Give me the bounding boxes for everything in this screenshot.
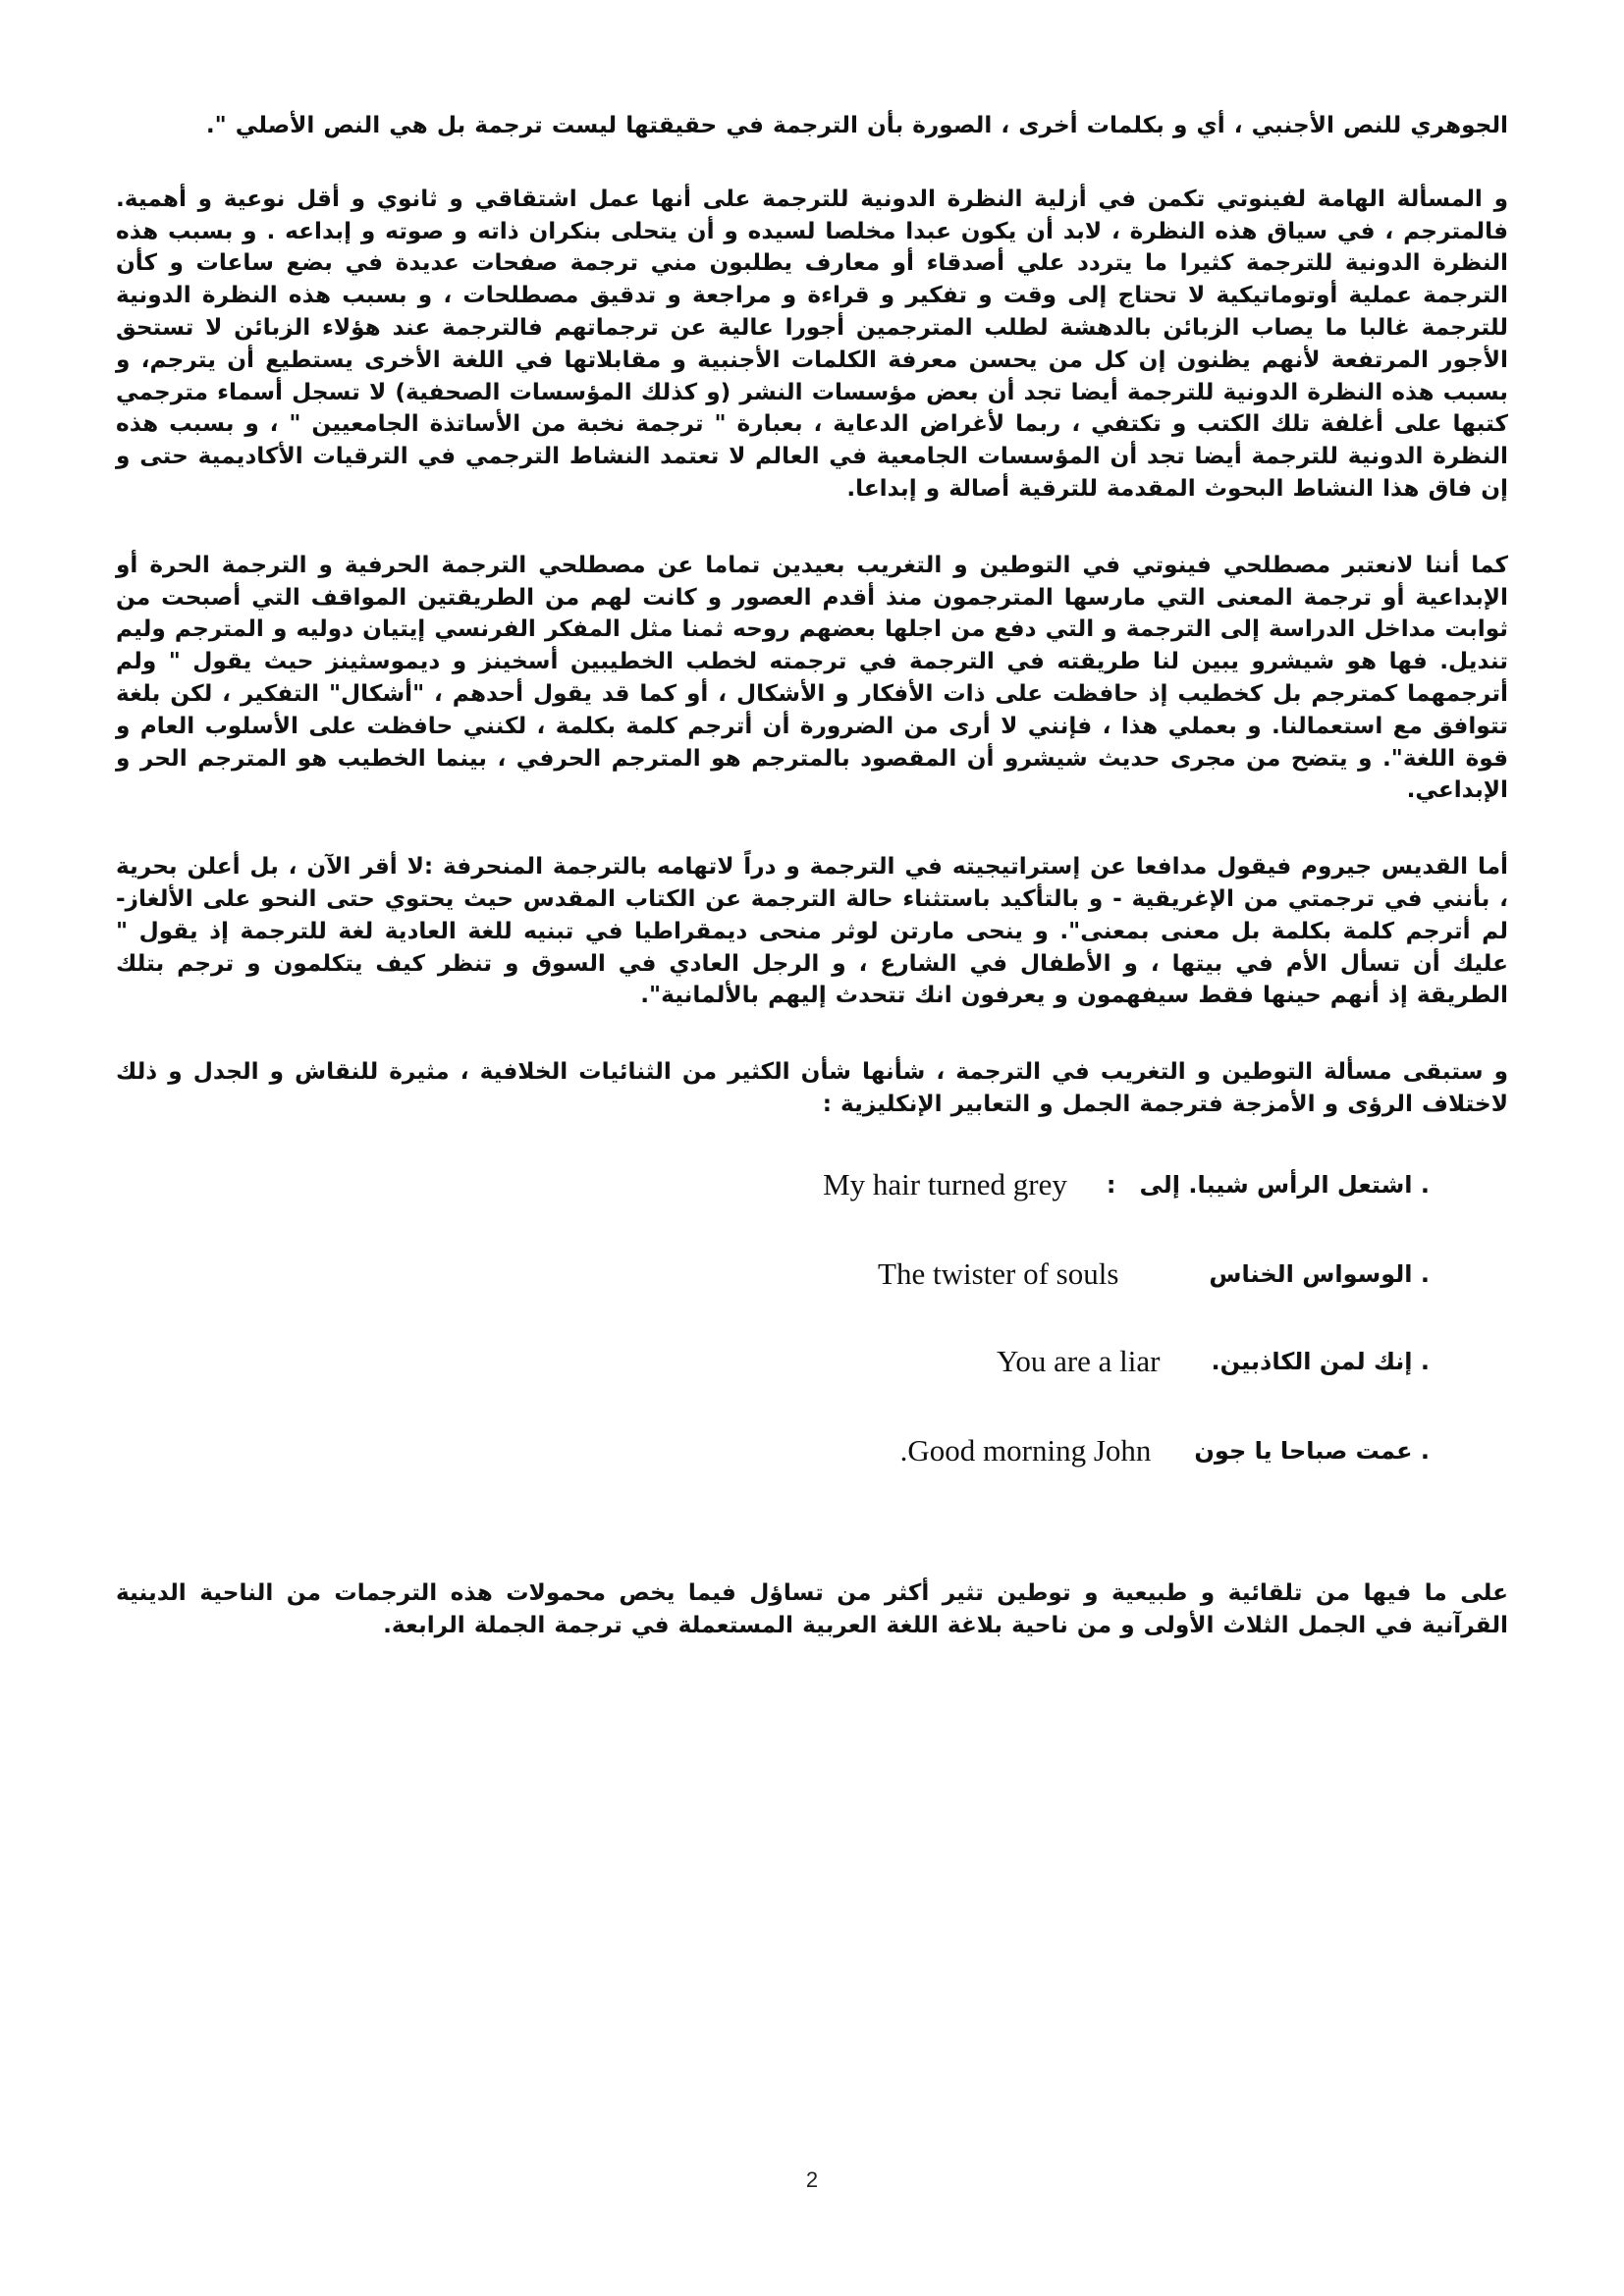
page-number: 2 — [805, 2167, 819, 2192]
example-english: .Good morning John — [899, 1432, 1152, 1468]
example-row-2 — [878, 1255, 1430, 1294]
paragraph-jerome-luther: أما القديس جيروم فيقول مدافعا عن إستراتيجيته في الترجمة و دراً لاتهامه بالترجمة المنحرفة :لا أقر الآن ، بل أعلن بحرية ، بأنني في ترجمتي من الإغريقية - و بالتأكيد باستثناء حالة الترجمة عن الكتاب المقدس حيث يحتوي حتى النحو على الألغاز- لم أترجم كلمة بكلمة بل معنى بمعنى". و ينحى مارتن لوثر منحى ديمقراطيا في تبنيه للغة العادية لغة للترجمة إذ يقول " عليك أن تسأل الأم في بيتها ، و الأطفال في الشارع ، و الرجل العادي في السوق و تنظر كيف يتكلمون و ترجم بتلك الطريقة إذ أنهم حينها فقط سيفهمون و يعرفون انك تتحدث إليهم بالألمانية". — [116, 853, 1508, 1009]
paragraph-intro-fragment: الجوهري للنص الأجنبي ، أي و بكلمات أخرى ، الصورة بأن الترجمة في حقيقتها ليست ترجمة بل هي النص الأصلي ". — [205, 112, 1508, 138]
example-row-4 — [900, 1431, 1430, 1470]
example-english: My hair turned grey — [823, 1166, 1067, 1201]
paragraph-domestication-debate: و ستبقى مسألة التوطين و التغريب في الترجمة ، شأنها شأن الكثير من الثنائيات الخلافية ، مثيرة للنقاش و الجدل و ذلك لاختلاف الرؤى و الأمزجة فترجمة الجمل و التعابير الإنكليزية : — [116, 1058, 1508, 1117]
example-separator: : — [1106, 1170, 1116, 1199]
example-english: You are a liar — [997, 1343, 1161, 1378]
example-arabic: . إنك لمن الكاذبين. — [1211, 1347, 1430, 1375]
example-arabic: . اشتعل الرأس شيبا. إلى — [1139, 1170, 1430, 1199]
example-arabic: . عمت صباحا يا جون — [1194, 1436, 1430, 1465]
paragraph-closing: على ما فيها من تلقائية و طبيعية و توطين تثير أكثر من تساؤل فيما يخص محمولات هذه الترجمات من الناحية الدينية القرآنية في الجمل الثلاث الأولى و من ناحية بلاغة اللغة العربية المستعملة في ترجمة الجملة الرابعة. — [116, 1578, 1508, 1638]
paragraph-venuti-inferiority: و المسألة الهامة لفينوتي تكمن في أزلية النظرة الدونية للترجمة على أنها عمل اشتقاقي و ثانوي و أقل نوعية و أهمية. فالمترجم ، في سياق هذه النظرة ، لابد أن يكون عبدا مخلصا لسيده و أن يتحلى بنكران ذاته و صوته و إبداعه . و بسبب هذه النظرة الدونية للترجمة كثيرا ما يتردد علي أصدقاء أو معارف يطلبون مني ترجمة صفحات عديدة في بضع ساعات و كأن الترجمة عملية أوتوماتيكية لا تحتاج إلى وقت و تفكير و قراءة و مراجعة و تدقيق مصطلحات ، و بسبب هذه النظرة الدونية للترجمة غالبا ما يصاب الزبائن بالدهشة لطلب المترجمين أجورا عالية عن ترجماتهم فالترجمة عند هؤلاء الزبائن لا تستحق الأجور المرتفعة لأنهم يظنون إن كل من يحسن معرفة الكلمات الأجنبية و مقابلاتها في اللغة الأخرى يستطيع أن يترجم، و بسبب هذه النظرة الدونية للترجمة أيضا تجد أن بعض مؤسسات النشر (و كذلك المؤسسات الصحفية) لا تسجل أسماء مترجمي كتبها على أغلفة تلك الكتب و تكتفي ، ربما لأغراض الدعاية ، بعبارة " ترجمة نخبة من الأساتذة الجامعيين " ، و بسبب هذه النظرة الدونية للترجمة أيضا تجد أن المؤسسات الجامعية في العالم لا تعتمد النشاط الترجمي في الترقيات الأكاديمية حتى و إن فاق هذا النشاط البحوث المقدمة للترقية أصالة و إبداعا. — [116, 185, 1508, 502]
translation-examples-list — [116, 1165, 1508, 1538]
example-english: The twister of souls — [878, 1255, 1119, 1291]
example-row-1 — [823, 1165, 1430, 1204]
example-arabic: . الوسواس الخناس — [1209, 1259, 1430, 1288]
page-content — [116, 110, 1508, 1685]
example-row-3 — [997, 1342, 1430, 1381]
paragraph-literal-free-translation: كما أننا لانعتبر مصطلحي فينوتي في التوطين و التغريب بعيدين تماما عن مصطلحي الترجمة الحرفية و الترجمة الحرة أو الإبداعية أو ترجمة المعنى التي مارسها المترجمون منذ أقدم العصور و كانت لهم من الطريقتين المواقف التي أصبحت من ثوابت مداخل الدراسة إلى الترجمة و التي دفع من اجلها بعضهم روحه ثمنا مثل المفكر الفرنسي إيتيان دوليه و المترجم وليم تندیل. فها هو شيشرو يبين لنا طريقته في الترجمة في ترجمته لخطب الخطيبين أسخينز و ديموسثينز حيث يقول " ولم أترجمهما كمترجم بل كخطيب إذ حافظت على ذات الأفكار و الأشكال ، أو كما قد يقول أحدهم ، "أشكال" التفكير ، لكن بلغة تتوافق مع استعمالنا. و بعملي هذا ، فإنني لا أرى من الضرورة أن أترجم كلمة بكلمة ، لكنني حافظت على الأسلوب العام و قوة اللغة". و يتضح من مجرى حديث شيشرو أن المقصود بالمترجم هو المترجم الحرفي ، بينما الخطيب هو المترجم الحر و الإبداعي. — [116, 551, 1508, 804]
